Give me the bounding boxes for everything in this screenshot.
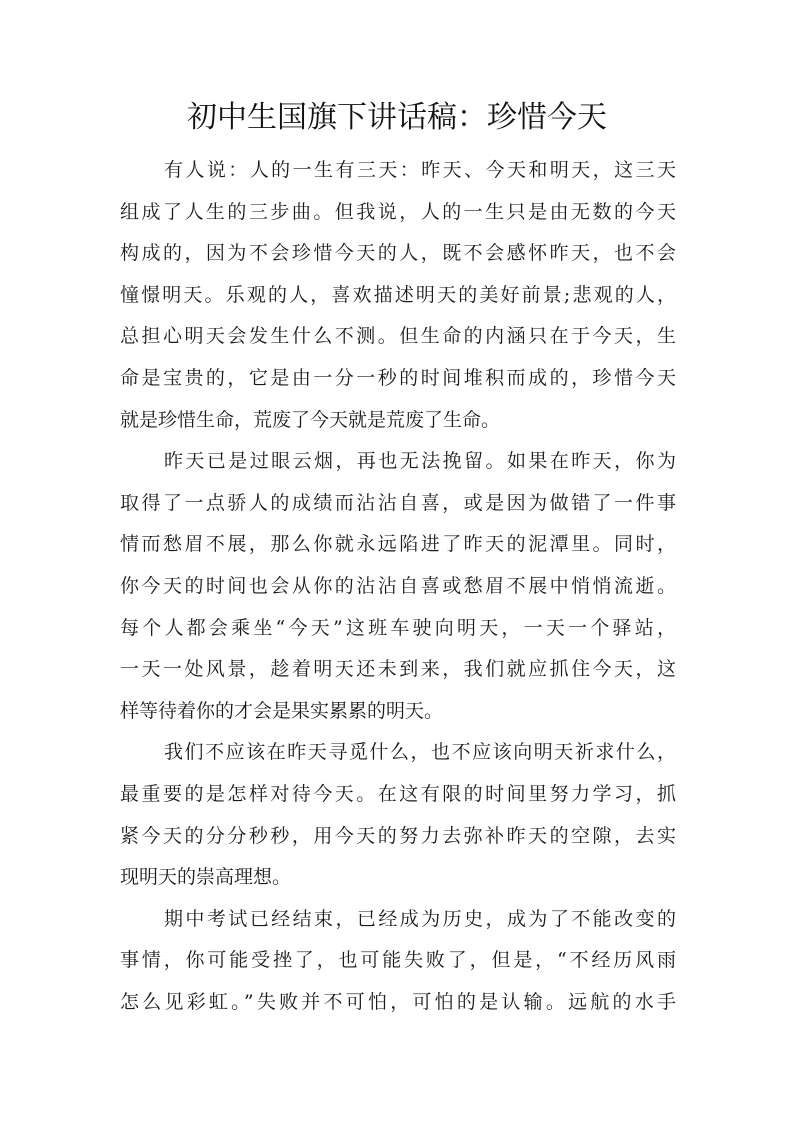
text-line: 每个人都会乘坐“今天”这班车驶向明天，一天一个驿站， — [120, 616, 676, 639]
text-line: 总担心明天会发生什么不测。但生命的内涵只在于今天，生 — [120, 325, 676, 348]
text-line: 组成了人生的三步曲。但我说，人的一生只是由无数的今天 — [120, 200, 676, 223]
paragraph-2 — [120, 441, 676, 732]
document-title: 初中生国旗下讲话稿：珍惜今天 — [187, 100, 607, 135]
text-line: 就是珍惜生命，荒废了今天就是荒废了生命。 — [120, 408, 501, 431]
text-line: 最重要的是怎样对待今天。在这有限的时间里努力学习，抓 — [120, 782, 676, 805]
text-line: 昨天已是过眼云烟，再也无法挽留。如果在昨天，你为 — [164, 450, 676, 473]
text-line: 期中考试已经结束，已经成为历史，成为了不能改变的 — [164, 907, 676, 930]
text-line: 紧今天的分分秒秒，用今天的努力去弥补昨天的空隙，去实 — [120, 824, 676, 847]
paragraph-3 — [120, 732, 676, 898]
text-line: 命是宝贵的，它是由一分一秒的时间堆积而成的，珍惜今天 — [120, 366, 676, 389]
paragraph-4 — [120, 899, 676, 1024]
text-line: 构成的，因为不会珍惜今天的人，既不会感怀昨天，也不会 — [120, 242, 676, 265]
text-line: 事情，你可能受挫了，也可能失败了，但是，“不经历风雨 — [120, 949, 676, 972]
text-line: 你今天的时间也会从你的沾沾自喜或愁眉不展中悄悄流逝。 — [120, 574, 676, 597]
paragraph-1 — [120, 150, 676, 441]
document-body — [120, 150, 676, 1023]
text-line: 憧憬明天。乐观的人，喜欢描述明天的美好前景;悲观的人， — [120, 283, 676, 306]
text-line: 一天一处风景，趁着明天还未到来，我们就应抓住今天，这 — [120, 658, 676, 681]
text-line: 怎么见彩虹。”失败并不可怕，可怕的是认输。远航的水手 — [120, 990, 676, 1013]
text-line: 样等待着你的才会是果实累累的明天。 — [120, 699, 444, 722]
text-line: 我们不应该在昨天寻觅什么，也不应该向明天祈求什么， — [164, 741, 676, 764]
text-line: 现明天的崇高理想。 — [120, 866, 292, 889]
text-line: 情而愁眉不展，那么你就永远陷进了昨天的泥潭里。同时， — [120, 533, 676, 556]
text-line: 取得了一点骄人的成绩而沾沾自喜，或是因为做错了一件事 — [120, 491, 676, 514]
text-line: 有人说：人的一生有三天：昨天、今天和明天，这三天 — [164, 159, 676, 181]
